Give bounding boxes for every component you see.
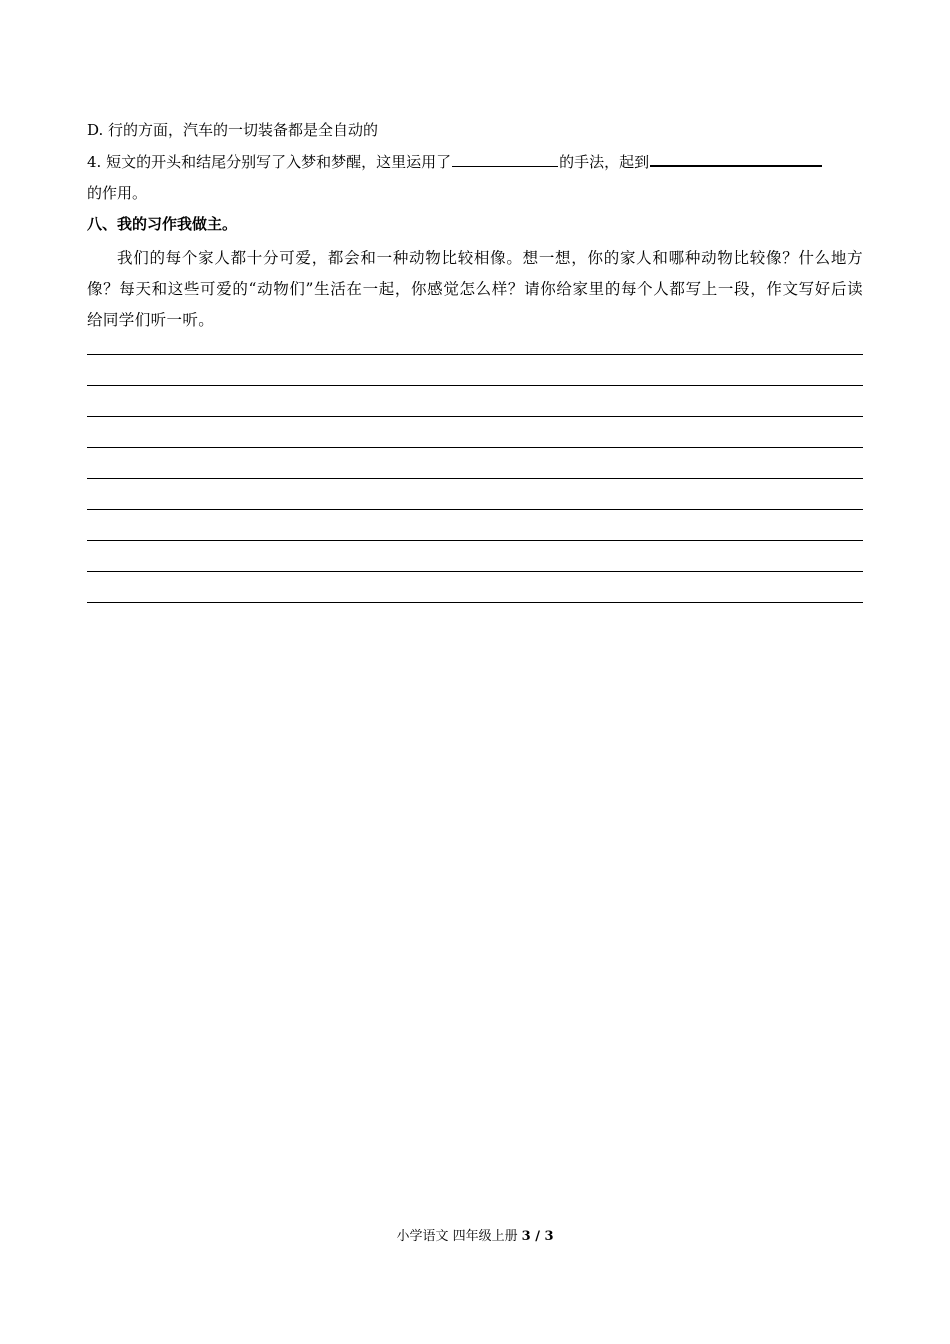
writing-line[interactable] [87, 354, 863, 355]
writing-line[interactable] [87, 416, 863, 417]
writing-line[interactable] [87, 509, 863, 510]
footer-subject: 小学语文 四年级上册 [396, 1229, 518, 1244]
writing-prompt-paragraph: 我们的每个家人都十分可爱，都会和一种动物比较相像。想一想，你的家人和哪种动物比较像？什么地方像？每天和这些可爱的“动物们”生活在一起，你感觉怎么样？请你给家里的每个人都写上一段，作文写好后读给同学们听一听。 [87, 249, 863, 329]
worksheet-page [87, 0, 863, 1344]
question-4-continuation: 的作用。 [87, 184, 148, 202]
writing-line[interactable] [87, 602, 863, 603]
writing-line[interactable] [87, 447, 863, 448]
footer-page-number: 3 / 3 [521, 1229, 554, 1244]
writing-area[interactable] [87, 354, 863, 633]
option-d-text: D. 行的方面，汽车的一切装备都是全自动的 [87, 121, 379, 139]
writing-line[interactable] [87, 571, 863, 572]
answer-blank-effect[interactable] [650, 151, 822, 167]
question-4-text-part1: 4. 短文的开头和结尾分别写了入梦和梦醒，这里运用了 [87, 153, 452, 171]
question-4-text-part2: 的手法，起到 [559, 153, 650, 171]
writing-line[interactable] [87, 540, 863, 541]
section-heading: 八、我的习作我做主。 [87, 215, 238, 233]
writing-line[interactable] [87, 478, 863, 479]
question-4 [87, 151, 863, 173]
answer-blank-technique[interactable] [452, 152, 558, 167]
writing-line[interactable] [87, 385, 863, 386]
page-footer [0, 1228, 950, 1246]
